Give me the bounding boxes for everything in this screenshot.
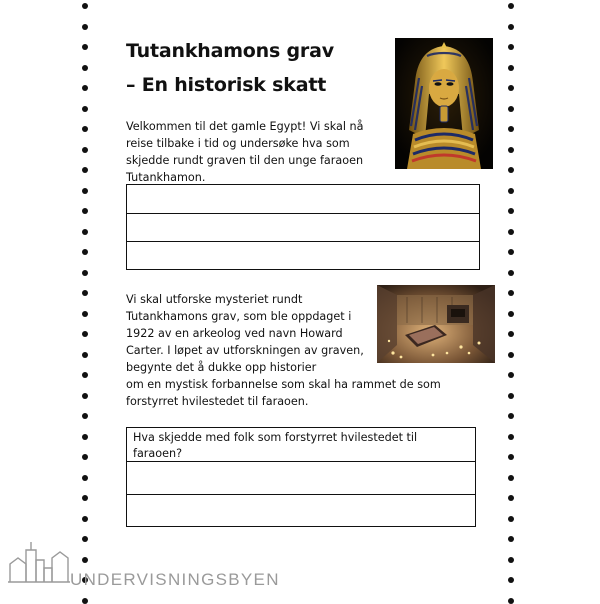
- border-dot: [508, 495, 514, 501]
- border-dot: [508, 249, 514, 255]
- border-dot: [508, 188, 514, 194]
- border-dot: [82, 44, 88, 50]
- border-dot: [82, 3, 88, 9]
- border-dot: [508, 290, 514, 296]
- border-dot: [82, 229, 88, 235]
- border-dot: [508, 229, 514, 235]
- border-dot: [508, 208, 514, 214]
- border-dot: [82, 475, 88, 481]
- border-dot: [82, 249, 88, 255]
- border-dot: [508, 24, 514, 30]
- border-dot: [508, 475, 514, 481]
- answer-line: [127, 461, 475, 462]
- border-dot: [508, 167, 514, 173]
- mystery-paragraph-part2: om en mystisk forbannelse som skal ha rammet de som forstyrret hvilestedet til faraoen.: [126, 378, 441, 408]
- border-dot: [508, 393, 514, 399]
- border-dot: [508, 331, 514, 337]
- border-dot: [508, 65, 514, 71]
- border-dot: [508, 352, 514, 358]
- answer-box-1[interactable]: [126, 184, 480, 270]
- border-dot: [508, 577, 514, 583]
- border-dot: [508, 434, 514, 440]
- border-dot: [82, 188, 88, 194]
- border-dot: [508, 3, 514, 9]
- answer-line: [127, 494, 475, 495]
- watermark-text: UNDERVISNINGSBYEN: [70, 570, 280, 589]
- border-dot: [82, 290, 88, 296]
- question-text: Hva skjedde med folk som forstyrret hvilestedet til faraoen?: [133, 431, 418, 460]
- border-dot: [82, 516, 88, 522]
- border-dot: [82, 270, 88, 276]
- border-dot: [508, 372, 514, 378]
- border-dot: [508, 311, 514, 317]
- border-dot: [508, 270, 514, 276]
- answer-line: [127, 241, 479, 242]
- border-dot: [82, 454, 88, 460]
- border-dot: [508, 413, 514, 419]
- border-dot: [82, 393, 88, 399]
- border-dot: [82, 598, 88, 604]
- golden-mask-photo: [395, 38, 493, 169]
- answer-box-2[interactable]: [126, 427, 476, 527]
- border-dot: [508, 516, 514, 522]
- border-dot: [508, 536, 514, 542]
- border-dot: [82, 147, 88, 153]
- border-dot: [82, 208, 88, 214]
- golden-mask-illustration: [395, 38, 493, 169]
- border-dot: [82, 106, 88, 112]
- border-dot: [82, 413, 88, 419]
- border-dot: [508, 85, 514, 91]
- border-dot: [82, 352, 88, 358]
- border-dot: [82, 65, 88, 71]
- border-dot: [508, 598, 514, 604]
- border-dot: [82, 85, 88, 91]
- border-dot: [508, 106, 514, 112]
- border-dot: [82, 24, 88, 30]
- left-dotted-border: [82, 0, 90, 600]
- mystery-paragraph: [126, 291, 456, 410]
- border-dot: [82, 126, 88, 132]
- border-dot: [508, 557, 514, 563]
- border-dot: [82, 331, 88, 337]
- border-dot: [82, 372, 88, 378]
- border-dot: [508, 147, 514, 153]
- border-dot: [82, 495, 88, 501]
- border-dot: [82, 167, 88, 173]
- border-dot: [508, 454, 514, 460]
- border-dot: [82, 311, 88, 317]
- intro-paragraph: Velkommen til det gamle Egypt! Vi skal nå reise tilbake i tid og undersøke hva som skjedde rundt graven til den unge faraoen Tutankhamon.: [126, 120, 364, 184]
- mystery-paragraph-part1: Vi skal utforske mysteriet rundt Tutankhamons grav, som ble oppdaget i 1922 av en arkeolog ved navn Howard Carter. I løpet av utforskningen av graven, begynte det å dukke opp historier: [126, 293, 364, 374]
- worksheet-title-line2: – En historisk skatt: [126, 74, 327, 96]
- answer-line: [127, 213, 479, 214]
- border-dot: [508, 44, 514, 50]
- right-dotted-border: [508, 0, 516, 600]
- border-dot: [82, 434, 88, 440]
- worksheet-title-line1: Tutankhamons grav: [126, 40, 334, 62]
- border-dot: [508, 126, 514, 132]
